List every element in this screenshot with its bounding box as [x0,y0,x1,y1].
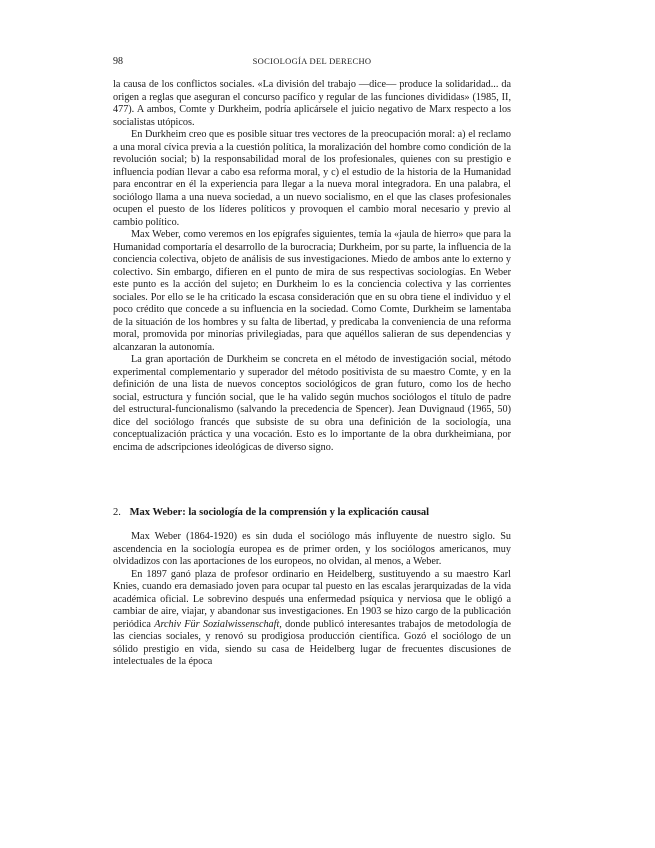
section-title-name: Max Weber [129,507,183,518]
running-title: SOCIOLOGÍA DEL DERECHO [252,56,372,66]
paragraph-2: En Durkheim creo que es posible situar tres vectores de la preocupación moral: a) el reclamo a una moral cívica previa a la cuestión política, la moralización del hombre como condición de la revolución social; b) la responsabilidad moral de los profesionales, quienes con su prestigio e influencia podían llevar a cabo esa reforma moral, y c) el estudio de la historia de la Humanidad para encontrar en él la experiencia para llegar a la nueva moral integradora. En una palabra, el sociólogo llama a una nueva sociedad, a un nuevo socialismo, en el que las clases profesionales ocupen el puesto de los líderes políticos y provoquen el cambio moral necesario y previo al cambio político. [113,129,511,228]
journal-title: Archiv Für Sozialwissenschaft, [154,618,282,630]
body-text-bottom [113,531,511,669]
section-title-rest: : la sociología de la comprensión y la explicación causal [182,507,430,518]
paragraph-4: La gran aportación de Durkheim se concreta en el método de investigación social, método experimental complementario y superador del método positivista de su maestro Comte, y en la definición de una lista de nuevos conceptos sociológicos de gran futuro, como los de hecho social, estructura y función social, que le ha valido según muchos sociólogos el título de padre del estructural-funcionalismo (salvando la precedencia de Spencer). Jean Duvignaud (1965, 50) dice del sociólogo francés que subsiste de su obra una definición de la sociología, una conceptualización práctica y una vocación. Esto es lo importante de la obra durkheimiana, por encima de adscripciones ideológicas de diverso signo. [113,354,511,453]
page-header [113,56,511,68]
page-number: 98 [113,56,123,67]
paragraph-6-part2: donde publicó interesantes trabajos de metodología de las ciencias sociales, y renovó su prodigiosa producción científica. Gozó el sociólogo de un sólido prestigio en vida, siendo su casa de Heidelberg lugar de frecuentes discusiones de intelectuales de la época [113,618,511,667]
paragraph-6-part1: En 1897 ganó plaza de profesor ordinario en Heidelberg, sustituyendo a su maestro Karl Knies, cuando era demasiado joven para ocupar tal puesto en las escalas jerarquizadas de la vida académica oficial. Le sobrevino después una enfermedad psíquica y nerviosa que le obligó a cambiar de aire, viajar, y abandonar sus investigaciones. En 1903 se hizo cargo de la publicación periódica [113,568,511,630]
section-heading [113,506,511,519]
paragraph-3: Max Weber, como veremos en los epígrafes siguientes, temía la «jaula de hierro» que para la Humanidad comportaría el desarrollo de la burocracia; Durkheim, por su parte, la influencia de la conciencia colectiva, objeto de análisis de sus investigaciones. Miedo de ambos ante lo externo y colectivo. Sin embargo, difieren en el punto de mira de sus respectivas sociologías. En Weber este punto es la acción del sujeto; en Durkheim lo es la conciencia colectiva y las corrientes sociales. Por ello se le ha criticado la escasa consideración que en su obra tiene el individuo y el poco crédito que concede a su influencia en la sociedad. Como Comte, Durkheim se lamentaba de la situación de los hombres y su falta de libertad, y predicaba la conveniencia de una reforma moral, promovida por minorías privilegiadas, para que aquéllos salieran de sus dependencias y alcanzaran la autonomía. [113,229,511,353]
paragraph-6 [113,569,511,669]
section-number: 2. [113,507,121,518]
body-text-top [113,79,511,454]
paragraph-5: Max Weber (1864-1920) es sin duda el sociólogo más influyente de nuestro siglo. Su ascendencia en la sociología europea es de primer orden, y los sociólogos americanos, muy olvidadizos con las aportaciones de los europeos, no olvidan, al menos, a Weber. [113,531,511,567]
paragraph-1: la causa de los conflictos sociales. «La división del trabajo —dice— produce la solidaridad... da origen a reglas que aseguran el concurso pacífico y regular de las funciones divididas» (1985, II, 477). A ambos, Comte y Durkheim, podría aplicársele el juicio negativo de Marx respecto a los socialistas utópicos. [113,79,511,128]
